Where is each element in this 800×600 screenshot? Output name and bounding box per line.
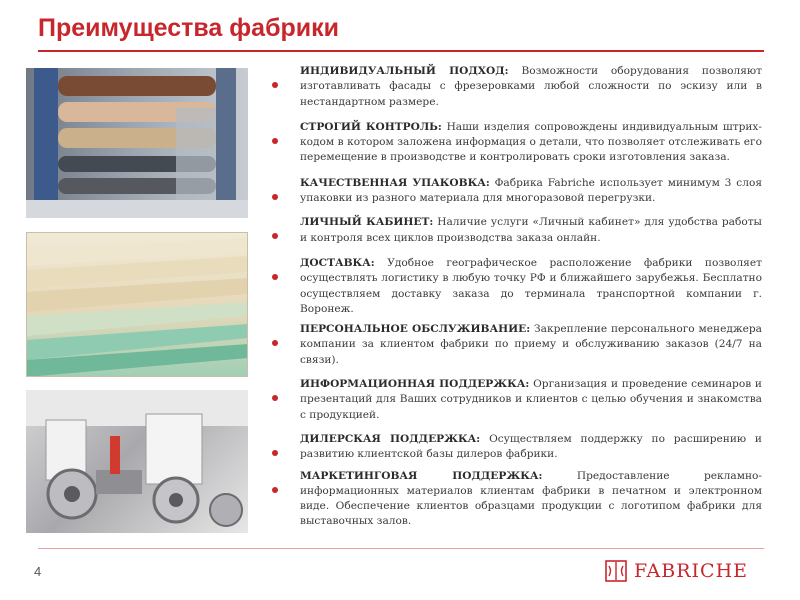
title-divider (38, 50, 764, 52)
brand-logo (604, 558, 748, 584)
list-item (270, 377, 762, 423)
list-item (270, 256, 762, 317)
item-heading: ДИЛЕРСКАЯ ПОДДЕРЖКА: (300, 432, 481, 445)
bullet-icon (272, 194, 278, 200)
footer-divider (38, 548, 764, 549)
item-text: Наши изделия сопровождены индивидуальным штрих-кодом в котором заложена информация о детали, что позволяет отслеживать его перемещение в производстве и контролировать сроки изготовления заказа. (300, 120, 762, 164)
fabriche-logo-icon (604, 559, 628, 583)
bullet-icon (272, 82, 278, 88)
item-text: Возможности оборудования позволяют изготавливать фасады с фрезеровками любой сложности по эскизу или в нестандартном размере. (300, 65, 762, 108)
item-heading: ИНФОРМАЦИОННАЯ ПОДДЕРЖКА: (300, 378, 530, 391)
list-item (270, 432, 762, 463)
bullet-icon (272, 138, 278, 144)
item-text: Наличие услуги «Личный кабинет» для удобства работы и контроля всех циклов производства заказа онлайн. (300, 216, 762, 244)
milling-machine-photo (26, 390, 248, 533)
list-item (270, 176, 762, 207)
bullet-icon (272, 274, 278, 280)
item-text: Осуществляем поддержку по расширению и развитию клиентской базы дилеров фабрики. (300, 432, 762, 461)
rollers-machine-photo (26, 68, 248, 218)
page-number: 4 (34, 564, 42, 579)
bullet-icon (272, 395, 278, 401)
bullet-icon (272, 487, 278, 493)
item-heading: ИНДИВИДУАЛЬНЫЙ ПОДХОД: (300, 65, 509, 77)
list-item (270, 215, 762, 246)
item-text: Фабрика Fabriche использует минимум 3 слоя упаковки из разного материала для многоразовой перегрузки. (300, 176, 763, 205)
item-heading: МАРКЕТИНГОВАЯ ПОДДЕРЖКА: (300, 469, 543, 482)
item-heading: ПЕРСОНАЛЬНОЕ ОБСЛУЖИВАНИЕ: (300, 323, 531, 336)
item-text: Удобное географическое расположение фабрики позволяет осуществлять логистику в любую точку РФ и ближайшего зарубежья. Бесплатно осуществляем доставку заказа до терминала транспортной компании г. Воронеж. (300, 256, 762, 315)
list-item (270, 120, 762, 166)
item-text: Закрепление персонального менеджера компании за клиентом фабрики по приему и обслуживанию заказов (24/7 на связи). (300, 323, 762, 366)
list-item (270, 64, 762, 110)
item-heading: СТРОГИЙ КОНТРОЛЬ: (300, 120, 442, 133)
item-text: Предоставление рекламно-информационных материалов клиентам фабрики в печатном и электронном виде. Обеспечение клиентов образцами продукции с логотипом фабрики для выставочных залов. (300, 469, 762, 528)
facade-panels-rack-photo (26, 232, 248, 377)
page-title: Преимущества фабрики (38, 14, 340, 42)
item-heading: ДОСТАВКА: (300, 256, 375, 269)
item-text: Организация и проведение семинаров и презентаций для Ваших сотрудников и клиентов с целью обучения и знакомства с продукцией. (300, 378, 762, 421)
item-heading: ЛИЧНЫЙ КАБИНЕТ: (300, 216, 434, 229)
list-item (270, 469, 762, 530)
brand-name: FABRICHE (634, 560, 749, 582)
list-item (270, 322, 762, 368)
bullet-icon (272, 340, 278, 346)
item-heading: КАЧЕСТВЕННАЯ УПАКОВКА: (300, 176, 490, 189)
bullet-icon (272, 233, 278, 239)
advantages-list (270, 64, 762, 530)
bullet-icon (272, 450, 278, 456)
